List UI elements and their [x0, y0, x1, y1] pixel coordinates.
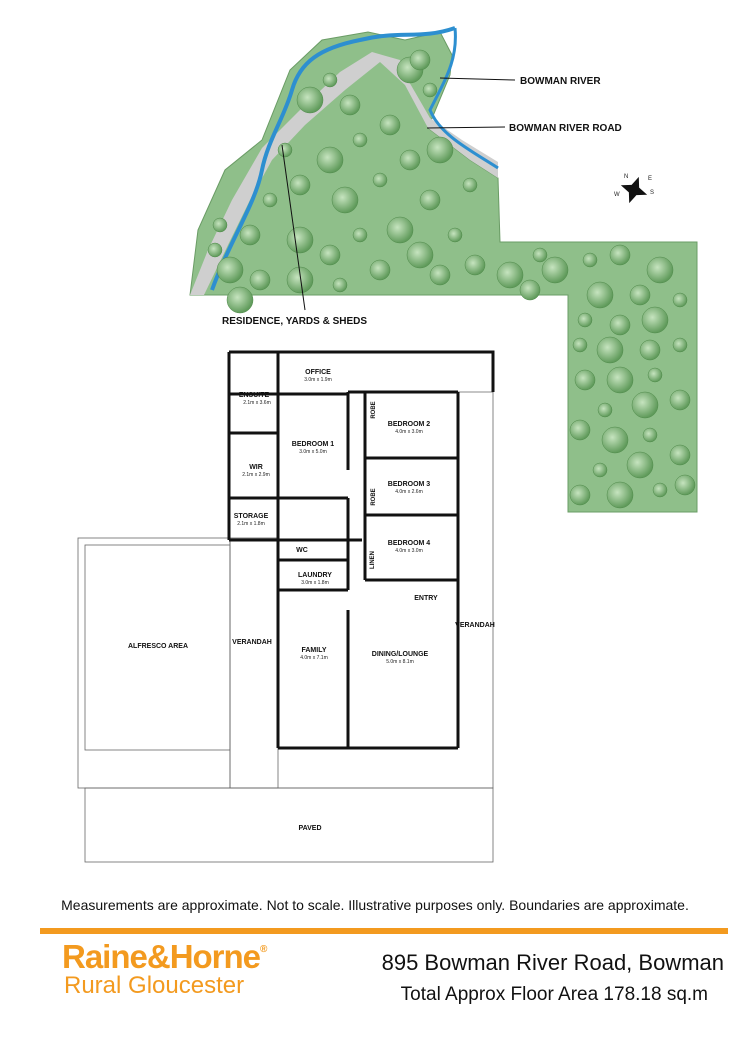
svg-text:S: S: [650, 190, 655, 196]
tree-icon: [387, 217, 413, 243]
tree-icon: [227, 287, 253, 313]
svg-text:2.1m x 2.9m: 2.1m x 2.9m: [242, 472, 270, 478]
paved-area: PAVED: [298, 825, 322, 832]
tree-icon: [602, 427, 628, 453]
svg-text:4.0m x 7.1m: 4.0m x 7.1m: [300, 655, 328, 661]
floor-area: Total Approx Floor Area 178.18 sq.m: [400, 984, 708, 1005]
footer-rule: [40, 928, 728, 934]
tree-icon: [643, 428, 657, 442]
svg-text:4.0m x 2.6m: 4.0m x 2.6m: [395, 489, 423, 495]
tree-icon: [410, 50, 430, 70]
room-wc: WC: [296, 547, 308, 554]
tree-icon: [290, 175, 310, 195]
verandah-west: VERANDAH: [232, 639, 272, 646]
tree-icon: [520, 280, 540, 300]
alfresco-area: ALFRESCO AREA: [127, 643, 189, 650]
verandah-east: VERANDAH: [455, 622, 495, 629]
tree-icon: [407, 242, 433, 268]
room-ensuite: ENSUITE: [238, 392, 270, 399]
tree-icon: [607, 367, 633, 393]
room-storage: STORAGE: [233, 513, 269, 520]
property-address: 895 Bowman River Road, Bowman: [381, 950, 724, 975]
room-office: OFFICE: [305, 369, 331, 376]
room-bedroom-3: BEDROOM 3: [387, 481, 431, 488]
tree-icon: [423, 83, 437, 97]
svg-text:N: N: [624, 174, 629, 180]
svg-text:5.0m x 8.1m: 5.0m x 8.1m: [386, 659, 414, 665]
room-bedroom-1: BEDROOM 1: [291, 441, 335, 448]
linen: LINEN: [370, 551, 376, 569]
tree-icon: [593, 463, 607, 477]
room-bedroom-2: BEDROOM 2: [387, 421, 431, 428]
tree-icon: [287, 227, 313, 253]
tree-icon: [323, 73, 337, 87]
tree-icon: [497, 262, 523, 288]
tree-icon: [673, 293, 687, 307]
tree-icon: [610, 245, 630, 265]
compass-icon: [614, 172, 654, 208]
tree-icon: [653, 483, 667, 497]
residence-label: RESIDENCE, YARDS & SHEDS: [222, 316, 368, 327]
svg-text:4.0m x 3.0m: 4.0m x 3.0m: [395, 548, 423, 554]
tree-icon: [570, 420, 590, 440]
tree-icon: [597, 337, 623, 363]
house-walls: [229, 352, 493, 748]
tree-icon: [673, 338, 687, 352]
tree-icon: [627, 452, 653, 478]
tree-icon: [640, 340, 660, 360]
room-labels: [128, 369, 495, 832]
tree-icon: [647, 257, 673, 283]
room-wir: WIR: [249, 464, 263, 471]
tree-icon: [213, 218, 227, 232]
tree-icon: [575, 370, 595, 390]
tree-icon: [340, 95, 360, 115]
tree-icon: [278, 143, 292, 157]
tree-icon: [642, 307, 668, 333]
room-dining-lounge: DINING/LOUNGE: [371, 651, 429, 658]
tree-icon: [333, 278, 347, 292]
tree-icon: [263, 193, 277, 207]
tree-icon: [217, 257, 243, 283]
tree-icon: [578, 313, 592, 327]
room-bedroom-4: BEDROOM 4: [387, 540, 431, 547]
tree-icon: [420, 190, 440, 210]
room-laundry: LAUNDRY: [298, 572, 332, 579]
tree-icon: [380, 115, 400, 135]
tree-icon: [430, 265, 450, 285]
svg-text:3.0m x 5.0m: 3.0m x 5.0m: [299, 449, 327, 455]
tree-icon: [533, 248, 547, 262]
tree-icon: [370, 260, 390, 280]
tree-icon: [632, 392, 658, 418]
tree-icon: [670, 445, 690, 465]
tree-icon: [463, 178, 477, 192]
svg-text:W: W: [614, 192, 620, 198]
tree-icon: [240, 225, 260, 245]
tree-icon: [332, 187, 358, 213]
tree-icon: [320, 245, 340, 265]
robe-1: ROBE: [371, 401, 377, 419]
tree-icon: [583, 253, 597, 267]
svg-text:3.0m x 1.8m: 3.0m x 1.8m: [301, 580, 329, 586]
tree-icon: [353, 133, 367, 147]
brand-office: Rural Gloucester: [64, 972, 245, 999]
brand-registered-mark: ®: [260, 944, 267, 955]
outdoor-areas: [78, 392, 493, 862]
tree-icon: [542, 257, 568, 283]
svg-text:E: E: [648, 176, 653, 182]
disclaimer: Measurements are approximate. Not to scale. Illustrative purposes only. Boundaries are approximate.: [61, 897, 689, 913]
tree-icon: [630, 285, 650, 305]
tree-icon: [317, 147, 343, 173]
tree-icon: [648, 368, 662, 382]
tree-icon: [400, 150, 420, 170]
tree-icon: [587, 282, 613, 308]
tree-icon: [573, 338, 587, 352]
entry: ENTRY: [414, 595, 438, 602]
tree-icon: [427, 137, 453, 163]
svg-text:2.1m x 1.8m: 2.1m x 1.8m: [237, 521, 265, 527]
brand-name: Raine&Horne: [62, 938, 261, 975]
tree-icon: [448, 228, 462, 242]
tree-icon: [208, 243, 222, 257]
tree-icon: [353, 228, 367, 242]
tree-icon: [297, 87, 323, 113]
svg-text:4.0m x 3.0m: 4.0m x 3.0m: [395, 429, 423, 435]
brand-logo: [62, 938, 266, 976]
tree-icon: [607, 482, 633, 508]
svg-text:3.0m x 1.9m: 3.0m x 1.9m: [304, 377, 332, 383]
tree-icon: [250, 270, 270, 290]
road-label: BOWMAN RIVER ROAD: [509, 123, 622, 134]
tree-icon: [610, 315, 630, 335]
svg-text:2.1m x 3.6m: 2.1m x 3.6m: [243, 400, 271, 406]
room-family: FAMILY: [301, 647, 327, 654]
robe-2: ROBE: [371, 488, 377, 506]
river-label: BOWMAN RIVER: [520, 76, 601, 87]
tree-icon: [373, 173, 387, 187]
tree-icon: [570, 485, 590, 505]
tree-icon: [598, 403, 612, 417]
tree-icon: [465, 255, 485, 275]
tree-icon: [670, 390, 690, 410]
tree-icon: [675, 475, 695, 495]
